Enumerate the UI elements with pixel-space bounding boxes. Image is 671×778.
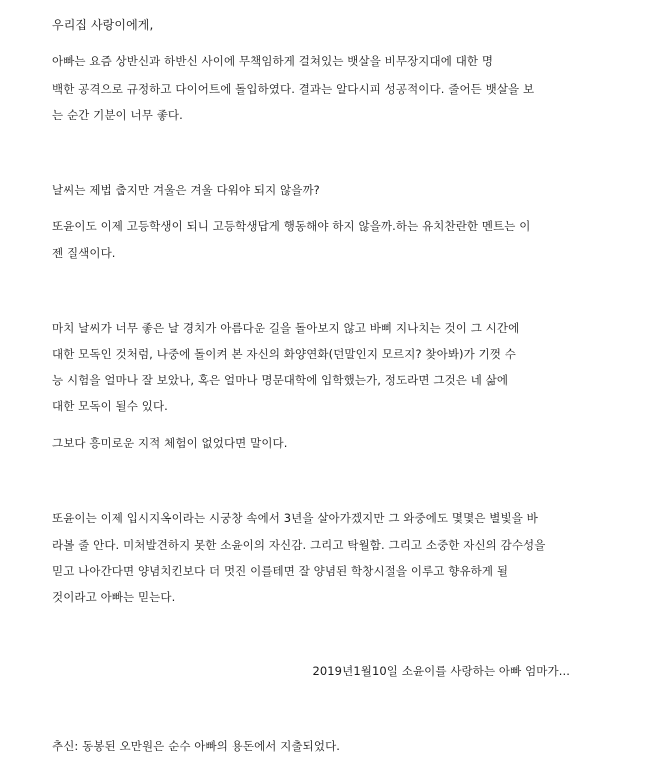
paragraph-6-line-4: 것이라고 아빠는 믿는다. [52,590,176,604]
letter-signature: 2019년1월10일 소윤이를 사랑하는 아빠 엄마가... [312,664,570,678]
paragraph-4-line-4: 대한 모독이 될수 있다. [52,399,168,413]
paragraph-6-line-3: 믿고 나아간다면 양념치킨보다 더 멋진 이를테면 잘 양념된 학창시절을 이루고 향유하게 될 [52,564,509,578]
paragraph-4-line-3: 능 시험을 얼마나 잘 보았나, 혹은 얼마나 명문대학에 입학했는가, 정도라면 그것은 네 삶에 [52,373,509,387]
paragraph-5-line-1: 그보다 흥미로운 지적 체험이 없었다면 말이다. [52,436,288,450]
paragraph-3-line-2: 젠 질색이다. [52,246,116,260]
paragraph-4-line-2: 대한 모독인 것처럼, 나중에 돌이켜 본 자신의 화양연화(던말인지 모르지? 찾아봐)가 기껏 수 [52,347,516,361]
paragraph-6-line-1: 또윤이는 이제 입시지옥이라는 시궁창 속에서 3년을 살아가겠지만 그 와중에도 몇몇은 별빛을 바 [52,511,538,525]
paragraph-2-line-1: 날씨는 제법 춥지만 겨울은 겨울 다워야 되지 않을까? [52,183,320,197]
paragraph-6-line-2: 라볼 줄 안다. 미처발견하지 못한 소윤이의 자신감. 그리고 탁월함. 그리고 소중한 자신의 감수성을 [52,538,546,552]
paragraph-1-line-2: 백한 공격으로 규정하고 다이어트에 돌입하였다. 결과는 알다시피 성공적이다. 줄어든 뱃살을 보 [52,82,535,96]
paragraph-3-line-1: 또윤이도 이제 고등학생이 되니 고등학생답게 행동해야 하지 않을까.하는 유치찬란한 멘트는 이 [52,219,531,233]
paragraph-1-line-3: 는 순간 기분이 너무 좋다. [52,108,183,122]
paragraph-4-line-1: 마치 날씨가 너무 좋은 날 경치가 아름다운 길을 돌아보지 않고 바삐 지나치는 것이 그 시간에 [52,321,520,335]
paragraph-1-line-1: 아빠는 요즘 상반신과 하반신 사이에 무책임하게 걸쳐있는 뱃살을 비무장지대에 대한 명 [52,54,494,68]
letter-greeting: 우리집 사랑이에게, [52,18,154,32]
letter-postscript: 추신: 동봉된 오만원은 순수 아빠의 용돈에서 지출되었다. [52,739,341,753]
